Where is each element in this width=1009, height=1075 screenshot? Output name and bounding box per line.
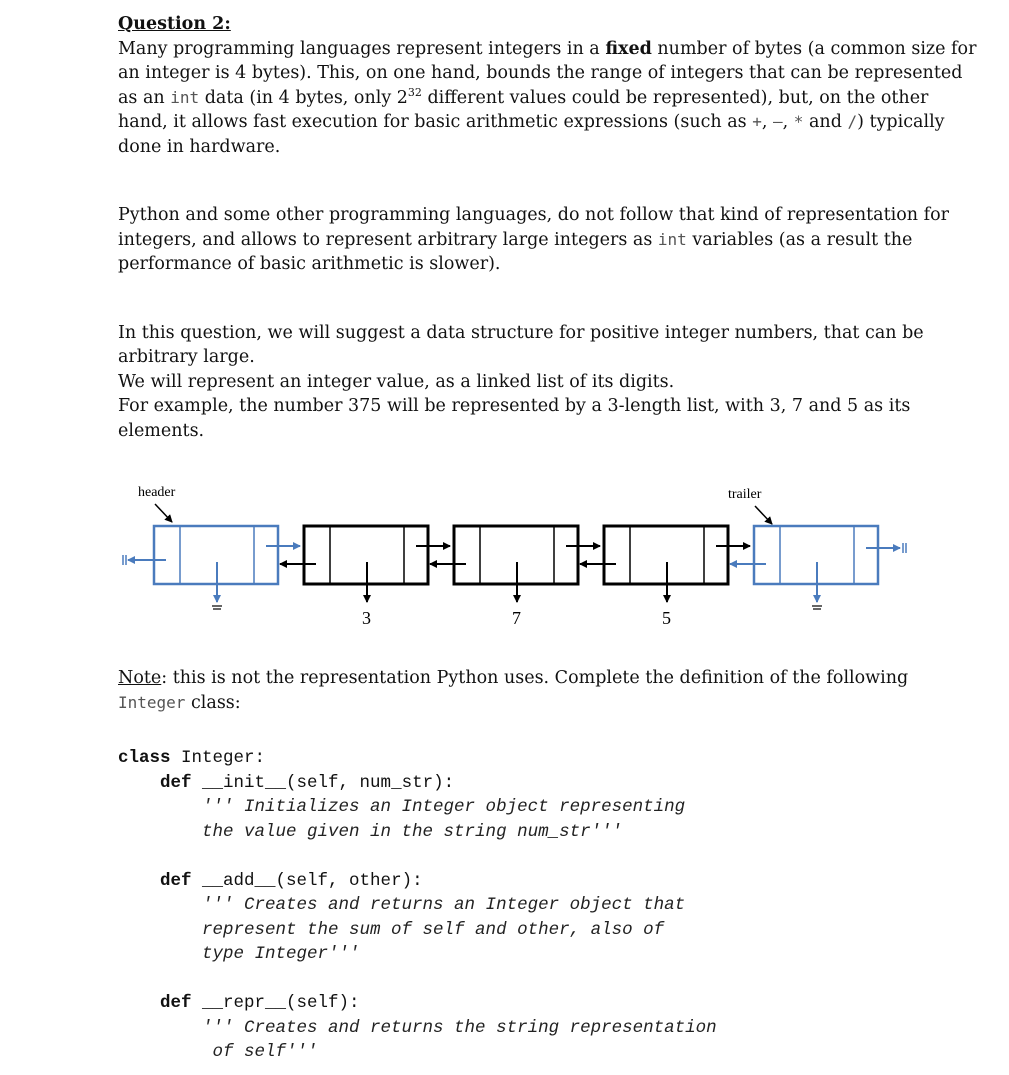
text: variables (as a result the performance of basic arithmetic is slower). <box>118 229 913 274</box>
docstring: ''' Initializes an Integer object representing <box>202 797 686 817</box>
question-section <box>118 12 978 443</box>
text: , <box>782 112 794 132</box>
keyword: def <box>160 772 192 793</box>
superscript: 32 <box>407 85 422 99</box>
keyword: def <box>160 870 192 891</box>
code-docstring-line <box>118 893 978 918</box>
trailer-pointer-arrow <box>755 506 772 524</box>
spacer <box>118 844 978 869</box>
digit-label-2: 7 <box>512 608 521 628</box>
spacer <box>118 301 978 321</box>
code-text: * <box>793 112 804 131</box>
docstring: of self''' <box>202 1042 318 1062</box>
spacer <box>118 277 978 301</box>
code-text: + <box>752 112 762 131</box>
text: and <box>803 112 848 132</box>
trailer-label: trailer <box>728 487 762 502</box>
code-docstring-line <box>118 1040 978 1065</box>
code-text: int <box>170 87 200 107</box>
paragraph-fixed-bytes <box>118 37 978 160</box>
spacer <box>118 967 978 992</box>
text: ) typically done in hardware. <box>118 112 945 157</box>
paragraph-python <box>118 203 978 277</box>
linked-list-diagram <box>118 478 918 638</box>
code-docstring-line <box>118 820 978 845</box>
code-block <box>118 746 978 1065</box>
method-signature: __repr__(self): <box>191 993 360 1013</box>
header-label: header <box>138 485 176 500</box>
code-docstring-line <box>118 795 978 820</box>
note-section <box>118 666 978 715</box>
code-method-repr <box>118 991 978 1016</box>
question-title: Question 2: <box>118 14 231 34</box>
class-name-code: Integer <box>118 692 186 712</box>
docstring: ''' Creates and returns the string representation <box>202 1017 717 1038</box>
note-tail: class: <box>185 692 241 713</box>
docstring: type Integer''' <box>202 944 360 964</box>
text: Many programming languages represent integers in a <box>118 38 606 59</box>
text: data (in 4 bytes, only 2 <box>199 87 408 108</box>
bold-text: fixed <box>605 38 652 59</box>
spacer <box>118 159 978 183</box>
digit-label-1: 3 <box>362 608 371 628</box>
method-signature: __init__(self, num_str): <box>191 772 455 793</box>
note-label: Note <box>118 668 162 688</box>
code-docstring-line <box>118 1016 978 1041</box>
code-docstring-line <box>118 942 978 967</box>
code-text: / <box>847 112 858 131</box>
code-class-line <box>118 746 978 771</box>
paragraph-example: For example, the number 375 will be represented by a 3-length list, with 3, 7 and 5 as its elements. <box>118 396 911 441</box>
text: , <box>761 112 774 132</box>
note-text: : this is not the representation Python uses. Complete the definition of the following <box>161 668 909 688</box>
text: number of bytes (a common size for an integer is 4 bytes). This, on one hand, bounds the range of integers that can be represented as an <box>118 38 977 108</box>
spacer <box>118 183 978 203</box>
text: different values could be represented), but, on the other hand, it allows fast execution for basic arithmetic expressions (such as <box>118 87 929 132</box>
code-text: Integer: <box>170 748 266 768</box>
code-method-init <box>118 771 978 796</box>
method-signature: __add__(self, other): <box>191 870 423 891</box>
code-method-add <box>118 869 978 894</box>
code-text: int <box>657 229 687 249</box>
paragraph-suggestion: In this question, we will suggest a data structure for positive integer numbers, that can be arbitrary large. <box>118 322 924 367</box>
docstring: the value given in the string num_str''' <box>202 821 623 842</box>
keyword: def <box>160 993 192 1013</box>
text: Python and some other programming languages, do not follow that kind of representation for integers, and allows to represent arbitrary large integers as <box>118 205 949 250</box>
digit-label-3: 5 <box>662 608 671 628</box>
linked-list-svg <box>118 478 918 638</box>
code-docstring-line <box>118 918 978 943</box>
code-text: – <box>773 112 783 131</box>
keyword: class <box>118 748 171 768</box>
paragraph-linked-list: We will represent an integer value, as a linked list of its digits. <box>118 371 675 392</box>
docstring: ''' Creates and returns an Integer object that <box>202 895 686 915</box>
note-paragraph <box>118 666 978 715</box>
docstring: represent the sum of self and other, also of <box>202 919 665 940</box>
header-pointer-arrow <box>155 504 172 522</box>
